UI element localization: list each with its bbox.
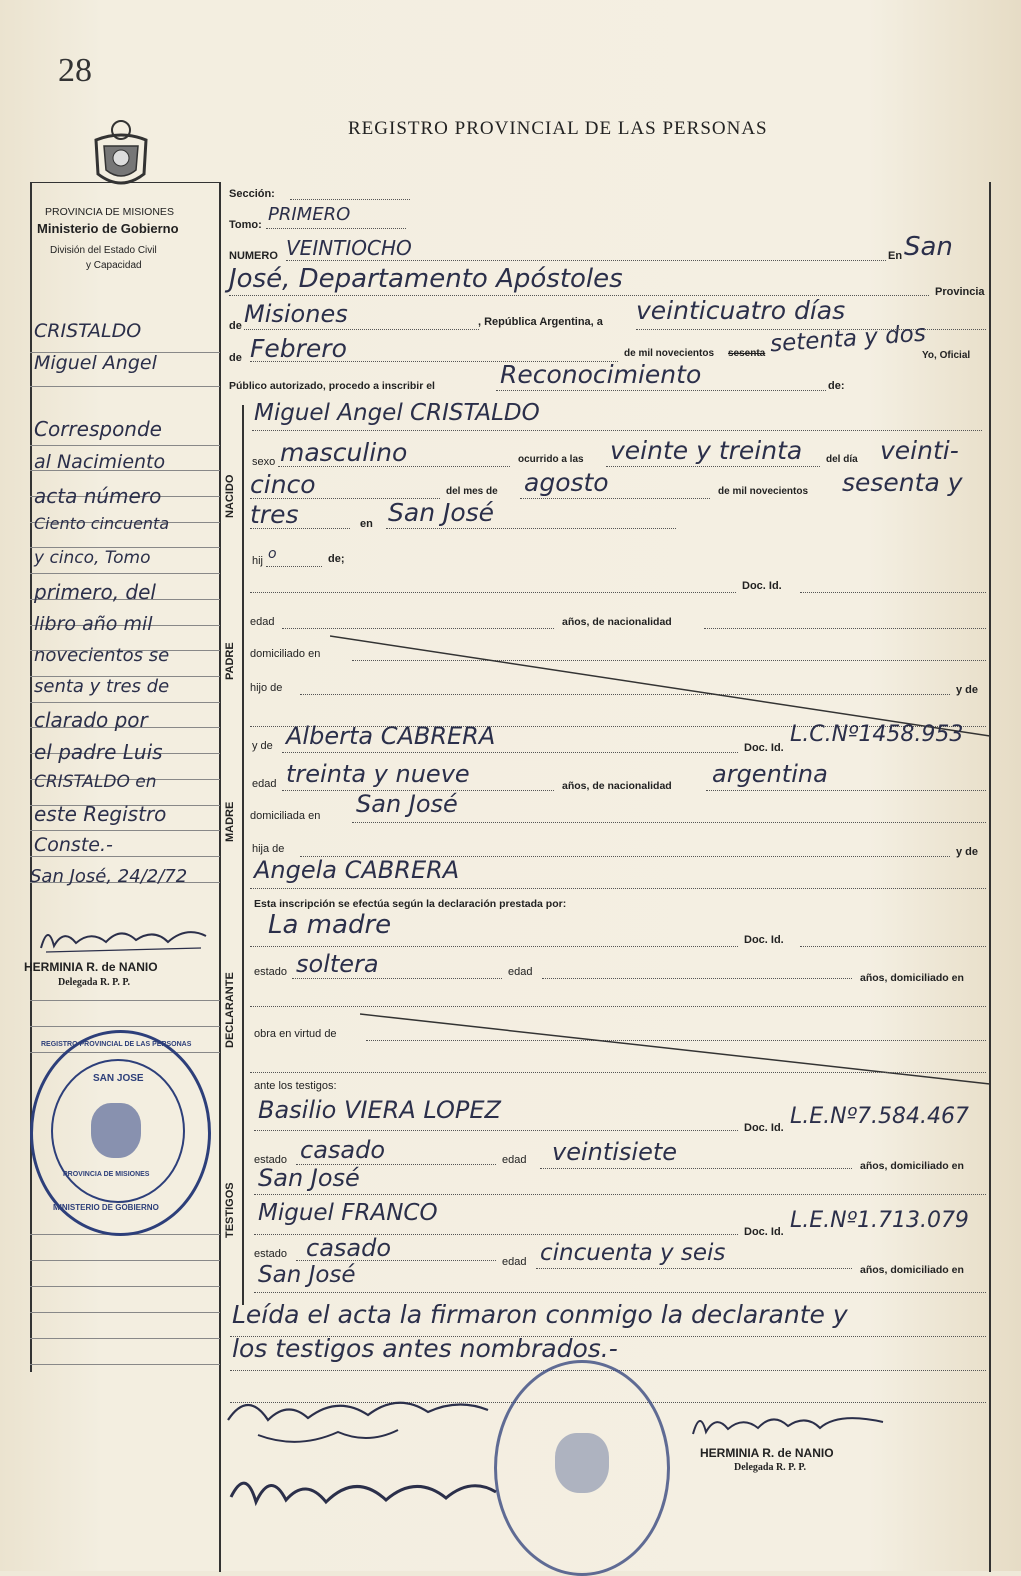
label-y-de-3: y de <box>956 846 979 858</box>
field-dia-nac-b: cinco <box>250 470 316 499</box>
section-column-rule <box>242 405 244 1305</box>
label-del-dia: del día <box>826 454 858 465</box>
label-anos-domic-declarante: años, domiciliado en <box>860 972 964 984</box>
field-mes-nac: agosto <box>524 468 609 497</box>
field-hora: veinte y treinta <box>610 436 803 465</box>
section-testigos: TESTIGOS <box>224 1182 236 1238</box>
field-testigo2-domicilio: San José <box>258 1262 356 1288</box>
margin-signer-role: Delegada R. P. P. <box>58 977 131 988</box>
field-tomo: PRIMERO <box>268 204 351 225</box>
label-sesenta-struck: sesenta <box>728 348 766 359</box>
closing-line-2: los testigos antes nombrados.- <box>232 1334 618 1363</box>
closing-line-1: Leída el acta la firmaron conmigo la declarante y <box>232 1300 848 1329</box>
authority-line-3: División del Estado Civil <box>50 245 157 256</box>
section-padre: PADRE <box>224 642 236 680</box>
label-doc-id-testigo2: Doc. Id. <box>744 1226 784 1238</box>
authority-line-2: Ministerio de Gobierno <box>37 221 179 236</box>
label-doc-id-declarante: Doc. Id. <box>744 934 784 946</box>
label-hij: hij <box>252 555 264 567</box>
label-anos-domic-testigo1: años, domiciliado en <box>860 1160 964 1172</box>
section-madre: MADRE <box>224 801 236 842</box>
label-edad-testigo1: edad <box>502 1154 527 1166</box>
field-testigo2-estado: casado <box>306 1234 392 1262</box>
field-testigo1-estado: casado <box>300 1136 386 1164</box>
label-publico: Público autorizado, procedo a inscribir el <box>229 380 435 392</box>
label-de-3: de: <box>828 380 845 392</box>
bottom-seal <box>494 1360 670 1576</box>
field-nombre: Miguel Angel CRISTALDO <box>254 400 540 426</box>
frame-left-rule <box>30 182 32 1372</box>
label-hija-de: hija de <box>252 843 285 855</box>
label-de-semicolon: de; <box>328 553 345 565</box>
label-anos-nac-madre: años, de nacionalidad <box>562 780 672 792</box>
label-edad-declarante: edad <box>508 966 533 978</box>
label-doc-id-testigo1: Doc. Id. <box>744 1122 784 1134</box>
field-madre-nac: argentina <box>712 760 828 788</box>
field-testigo1-edad: veintisiete <box>552 1138 678 1166</box>
label-edad-testigo2: edad <box>502 1256 527 1268</box>
field-testigo1: Basilio VIERA LOPEZ <box>258 1096 501 1124</box>
document-page: 28 REGISTRO PROVINCIAL DE LAS PERSONAS PROVINCIA DE MISIONES Ministerio de Gobierno División del Estado Civil y Capacidad CRISTALDO Miguel Angel Corresponde al Nacimiento acta número Ciento cincuenta y cinco, Tomo primero, del libro año mil novecientos se senta y tres de clarado por el padre Luis CRISTALDO en este Registro Conste.- San José, 24/2/72 HERMINIA R. de NANIO Delegada R. P. P. SAN JOSE PROVINCIA DE MISIONES MINISTERIO DE GOBIERNO REGISTRO PROVINCIAL DE LAS PERSONAS Sección: Tomo: PRIMERO NUMERO VEINTIOCHO En San José, Departamento Apóstoles Provincia de Misiones , República Argentina, a veinticuatro días de Febrero de mil novecientos sesenta setenta y dos Yo, Oficial Público autorizado, procedo a inscribir el Reconocimiento de: NACIDO PADRE MADRE DECLARANTE TESTIGOS Miguel Angel CRISTALDO sexo masculino ocurrido a las veinte y treinta del día veinti- cinco del mes de agosto de mil novecientos sesenta y tres en San José hij o de; Doc. Id. edad años, de nacionalidad domiciliado en hijo de y de y de Alberta CABRERA Doc. Id. L.C.Nº1458.953 edad treinta y nueve años, de nacionalidad argentina domiciliada en San José hija de y de Angela CABRERA Esta inscripción se efectúa según la declaración prestada por: La madre Doc. Id. estado soltera edad años, domiciliado en obra en virtud de ante los testigos: Basilio VIERA LOPEZ Doc. Id. L.E.Nº7.584.467 estado casado edad veintisiete años, domiciliado en San José Miguel FRANCO Doc. Id. L.E.Nº1.713.079 estado casado edad cincuenta y seis años, domiciliado en San José Leída el acta la firmaron conmigo la declarante y los testigos antes nombrados.- HERMINIA R. de NANIO Delegada R. P. P. <box>0 0 1021 1571</box>
label-esta-inscripcion: Esta inscripción se efectúa según la declaración prestada por: <box>254 898 567 910</box>
field-lugar-nac: San José <box>388 498 495 527</box>
official-signer: HERMINIA R. de NANIO <box>700 1446 834 1460</box>
field-madre-domicilio: San José <box>356 790 458 818</box>
label-domiciliado-en: domiciliado en <box>250 648 321 660</box>
label-seccion: Sección: <box>229 188 275 200</box>
field-mes: Febrero <box>250 334 347 363</box>
label-estado-testigo1: estado <box>254 1154 288 1166</box>
label-anos-nac-padre: años, de nacionalidad <box>562 616 672 628</box>
label-hijo-de: hijo de <box>250 682 283 694</box>
testigo-signature-icon <box>226 1462 506 1522</box>
field-lugar: José, Departamento Apóstoles <box>229 264 623 294</box>
label-de-mil-novecientos-2: de mil novecientos <box>718 486 809 497</box>
label-y-de: y de <box>956 684 979 696</box>
field-testigo1-doc: L.E.Nº7.584.467 <box>790 1104 969 1129</box>
label-anos-domic-testigo2: años, domiciliado en <box>860 1264 964 1276</box>
frame-right-rule <box>989 182 991 1572</box>
label-sexo: sexo <box>252 456 276 468</box>
field-declarante: La madre <box>268 910 392 940</box>
label-numero: NUMERO <box>229 250 278 262</box>
label-edad-padre: edad <box>250 616 275 628</box>
field-testigo2-doc: L.E.Nº1.713.079 <box>790 1208 969 1233</box>
document-title: REGISTRO PROVINCIAL DE LAS PERSONAS <box>348 118 768 139</box>
label-doc-id: Doc. Id. <box>742 580 782 592</box>
field-hij-suffix: o <box>268 546 277 562</box>
field-declarante-estado: soltera <box>296 950 379 978</box>
field-testigo2: Miguel FRANCO <box>258 1200 438 1226</box>
margin-signer: HERMINIA R. de NANIO <box>24 960 158 974</box>
label-yo-oficial: Yo, Oficial <box>922 350 971 361</box>
official-signature-icon <box>688 1404 888 1444</box>
section-declarante: DECLARANTE <box>224 972 236 1048</box>
label-edad-madre: edad <box>252 778 277 790</box>
label-doc-id-madre: Doc. Id. <box>744 742 784 754</box>
field-dia: veinticuatro días <box>636 296 846 325</box>
field-acto: Reconocimiento <box>500 360 702 389</box>
label-estado-testigo2: estado <box>254 1248 288 1260</box>
field-madre-nombre: Alberta CABRERA <box>286 722 496 750</box>
label-y-de-madre: y de <box>252 740 273 752</box>
field-sexo: masculino <box>280 438 408 467</box>
field-anio-nac-a: sesenta y <box>842 468 963 497</box>
authority-line-4: y Capacidad <box>86 260 142 271</box>
label-estado-declarante: estado <box>254 966 288 978</box>
label-del-mes: del mes de <box>446 486 498 497</box>
field-en: San <box>904 232 953 262</box>
field-madre-doc: L.C.Nº1458.953 <box>790 722 964 747</box>
label-en: En <box>888 250 903 262</box>
label-de-2: de <box>229 352 242 364</box>
field-testigo2-edad: cincuenta y seis <box>540 1240 726 1266</box>
label-provincia: Provincia <box>935 286 985 298</box>
label-domiciliada-en: domiciliada en <box>250 810 321 822</box>
margin-name-surname: CRISTALDO <box>34 320 142 342</box>
field-madre-edad: treinta y nueve <box>286 760 470 788</box>
label-de: de <box>229 320 242 332</box>
label-en-2: en <box>360 518 373 530</box>
declarante-cancel-stroke-icon <box>360 1010 990 1090</box>
official-signer-role: Delegada R. P. P. <box>734 1462 807 1473</box>
field-anio: setenta y dos <box>769 320 927 358</box>
official-seal: SAN JOSE PROVINCIA DE MISIONES MINISTERIO DE GOBIERNO REGISTRO PROVINCIAL DE LAS PERSONAS <box>30 1030 211 1236</box>
label-ante-testigos: ante los testigos: <box>254 1080 337 1092</box>
section-nacido: NACIDO <box>224 474 236 518</box>
label-tomo: Tomo: <box>229 219 262 231</box>
field-testigo1-domicilio: San José <box>258 1164 360 1192</box>
authority-line-1: PROVINCIA DE MISIONES <box>45 206 174 218</box>
frame-top-rule <box>30 182 220 183</box>
label-republica: , República Argentina, a <box>478 316 603 328</box>
margin-name-given: Miguel Angel <box>34 352 157 374</box>
margin-signature-icon <box>36 918 211 958</box>
label-ocurrido: ocurrido a las <box>518 454 584 465</box>
field-dia-nac-a: veinti- <box>880 436 959 465</box>
declarante-signature-icon <box>218 1380 518 1460</box>
label-obra: obra en virtud de <box>254 1028 337 1040</box>
field-provincia: Misiones <box>244 300 348 328</box>
field-anio-nac-b: tres <box>250 500 299 529</box>
field-madre-madre: Angela CABRERA <box>254 856 460 884</box>
page-number: 28 <box>58 52 92 89</box>
field-numero: VEINTIOCHO <box>286 236 412 260</box>
label-de-mil-novecientos: de mil novecientos <box>624 348 715 359</box>
